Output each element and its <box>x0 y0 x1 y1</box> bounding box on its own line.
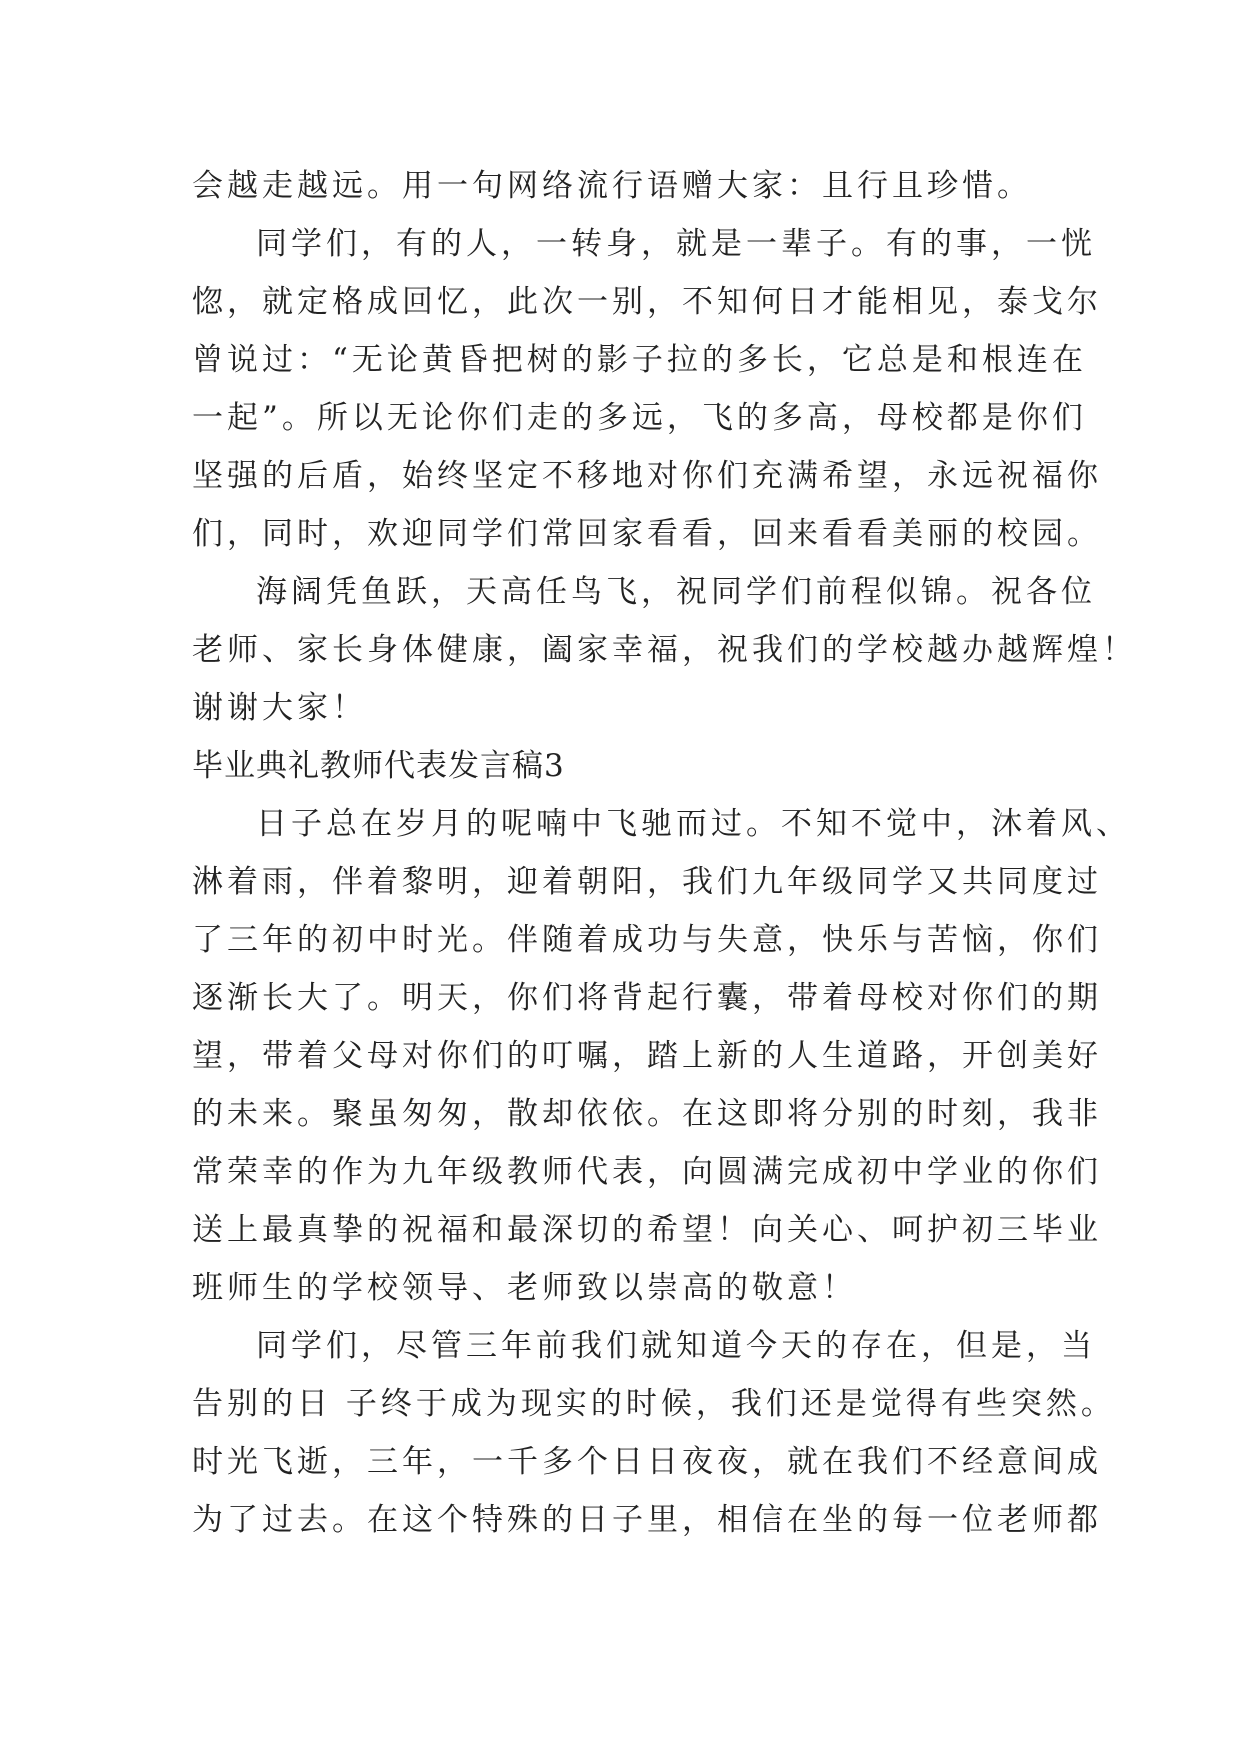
paragraph-first-line: 同学们，有的人，一转身，就是一辈子。有的事，一恍 <box>256 226 1096 262</box>
text-line: 会越走越远。用一句网络流行语赠大家：且行且珍惜。 <box>192 168 1032 204</box>
text-line: 老师、家长身体健康，阖家幸福，祝我们的学校越办越辉煌！ <box>192 632 1137 668</box>
text-line: 常荣幸的作为九年级教师代表，向圆满完成初中学业的你们 <box>192 1154 1102 1190</box>
paragraph-first-line: 海阔凭鱼跃，天高任鸟飞，祝同学们前程似锦。祝各位 <box>256 574 1096 610</box>
text-line: 淋着雨，伴着黎明，迎着朝阳，我们九年级同学又共同度过 <box>192 864 1102 900</box>
text-line: 们，同时，欢迎同学们常回家看看，回来看看美丽的校园。 <box>192 516 1102 552</box>
text-line: 逐渐长大了。明天，你们将背起行囊，带着母校对你们的期 <box>192 980 1102 1016</box>
text-line: 惚，就定格成回忆，此次一别，不知何日才能相见，泰戈尔 <box>192 284 1102 320</box>
paragraph-first-line: 日子总在岁月的呢喃中飞驰而过。不知不觉中，沐着风、 <box>256 806 1131 842</box>
text-line: 曾说过：“无论黄昏把树的影子拉的多长，它总是和根连在 <box>192 342 1087 378</box>
text-line: 了三年的初中时光。伴随着成功与失意，快乐与苦恼，你们 <box>192 922 1102 958</box>
text-line: 班师生的学校领导、老师致以崇高的敬意！ <box>192 1270 857 1306</box>
text-line: 望，带着父母对你们的叮嘱，踏上新的人生道路，开创美好 <box>192 1038 1102 1074</box>
text-line: 时光飞逝，三年，一千多个日日夜夜，就在我们不经意间成 <box>192 1444 1102 1480</box>
text-line: 的未来。聚虽匆匆，散却依依。在这即将分别的时刻，我非 <box>192 1096 1102 1132</box>
text-line: 一起”。所以无论你们走的多远，飞的多高，母校都是你们 <box>192 400 1087 436</box>
text-line: 谢谢大家！ <box>192 690 367 726</box>
text-line: 告别的日 子终于成为现实的时候，我们还是觉得有些突然。 <box>192 1386 1116 1422</box>
text-line: 为了过去。在这个特殊的日子里，相信在坐的每一位老师都 <box>192 1502 1102 1538</box>
section-heading: 毕业典礼教师代表发言稿3 <box>192 748 565 784</box>
paragraph-first-line: 同学们，尽管三年前我们就知道今天的存在，但是，当 <box>256 1328 1096 1364</box>
text-line: 坚强的后盾，始终坚定不移地对你们充满希望，永远祝福你 <box>192 458 1102 494</box>
text-line: 送上最真挚的祝福和最深切的希望！向关心、呵护初三毕业 <box>192 1212 1102 1248</box>
